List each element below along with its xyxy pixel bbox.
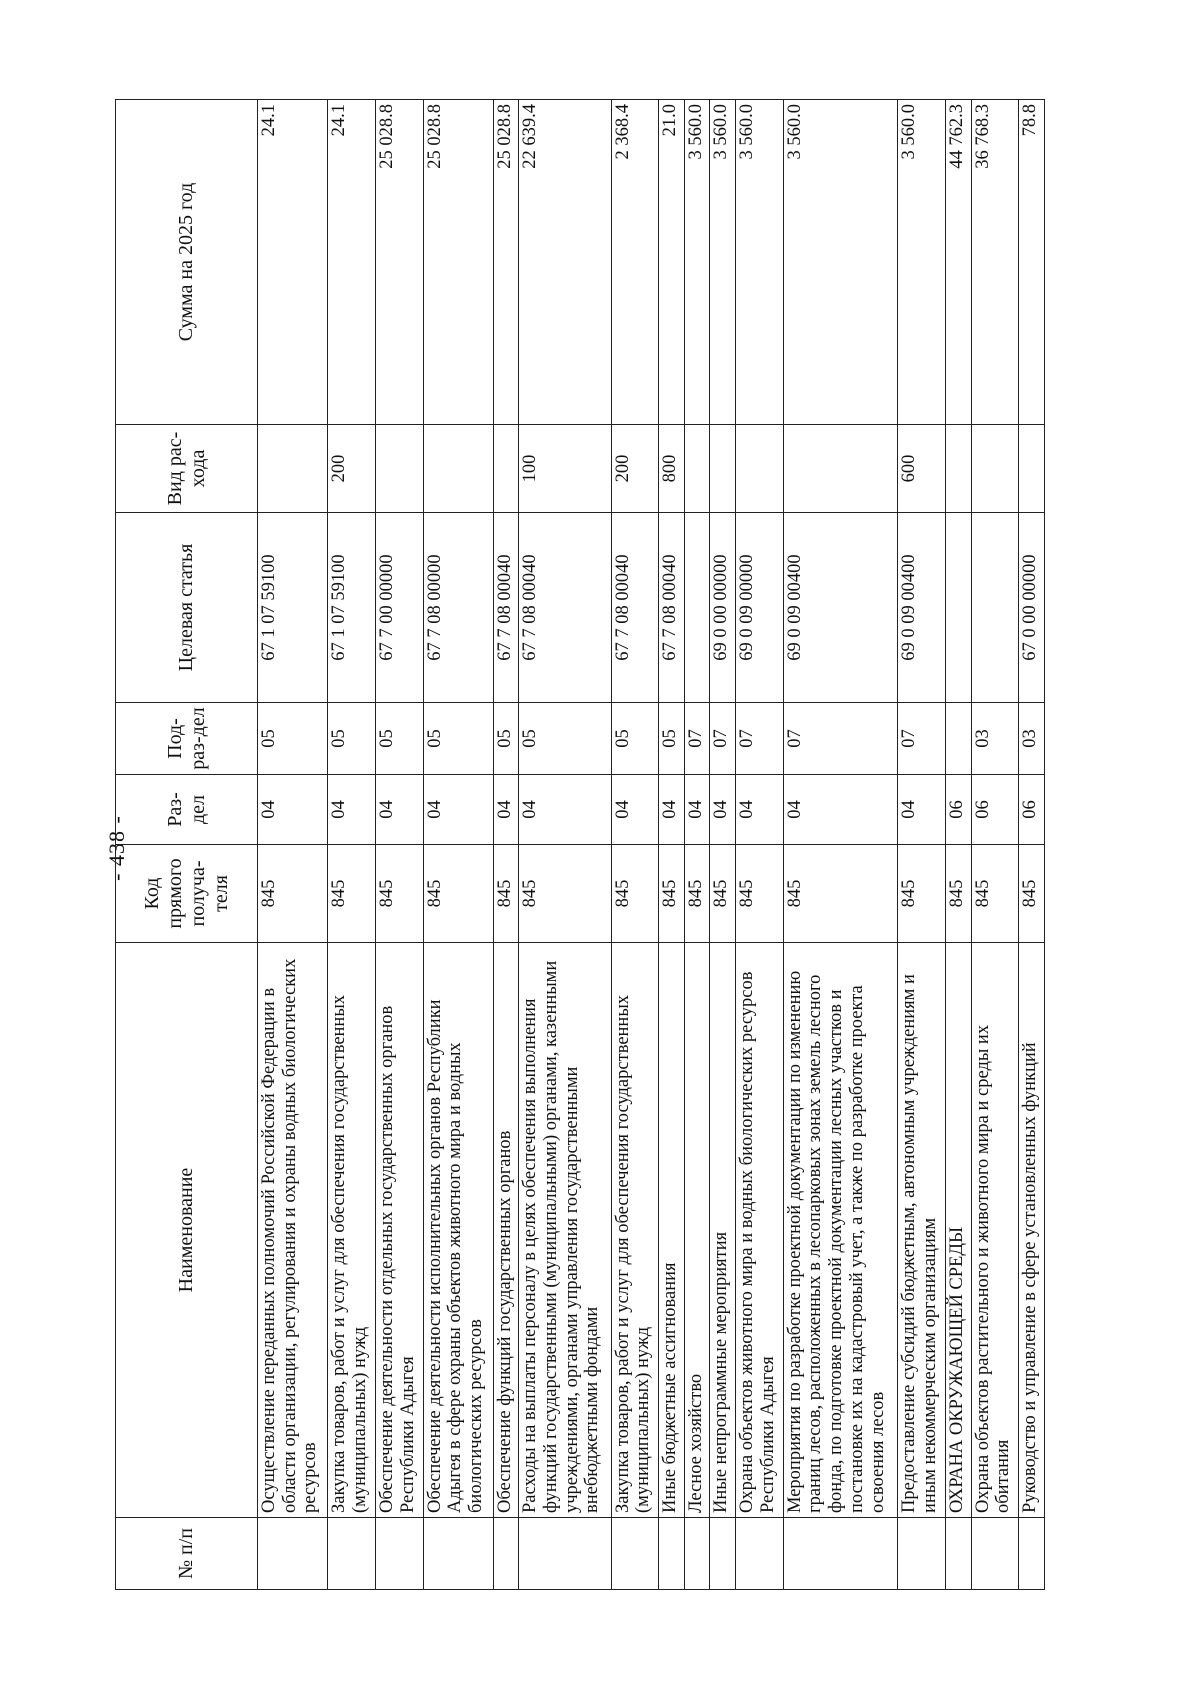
table-row (735, 100, 783, 1590)
cell-podrazdel: 05 (659, 703, 685, 775)
cell-name: Иные непрограммные мероприятия (710, 943, 736, 1518)
cell-summa: 25 028.8 (493, 100, 519, 425)
cell-num (710, 1518, 736, 1590)
table-row (684, 100, 710, 1590)
cell-razdel: 04 (375, 775, 423, 845)
cell-kod: 845 (519, 845, 611, 943)
cell-celevaya: 67 7 08 00040 (659, 513, 685, 703)
table-row (783, 100, 898, 1590)
cell-razdel: 04 (423, 775, 493, 845)
cell-podrazdel: 07 (783, 703, 898, 775)
header-celevaya: Целевая статья (116, 513, 258, 703)
cell-podrazdel: 03 (1019, 703, 1045, 775)
cell-summa: 3 560.0 (684, 100, 710, 425)
cell-podrazdel: 05 (519, 703, 611, 775)
cell-summa: 3 560.0 (710, 100, 736, 425)
cell-podrazdel: 07 (684, 703, 710, 775)
cell-celevaya: 69 0 09 00000 (735, 513, 783, 703)
cell-num (971, 1518, 1019, 1590)
table-row (519, 100, 611, 1590)
cell-name: Обеспечение функций государственных органов (493, 943, 519, 1518)
cell-num (783, 1518, 898, 1590)
cell-razdel: 04 (710, 775, 736, 845)
cell-celevaya: 69 0 09 00400 (783, 513, 898, 703)
cell-podrazdel: 07 (898, 703, 946, 775)
table-row (971, 100, 1019, 1590)
cell-name: Иные бюджетные ассигнования (659, 943, 685, 1518)
table-row (1019, 100, 1045, 1590)
cell-podrazdel: 05 (493, 703, 519, 775)
cell-name: Охрана объектов животного мира и водных биологических ресурсов Республики Адыгея (735, 943, 783, 1518)
cell-celevaya: 67 1 07 59100 (258, 513, 328, 703)
cell-podrazdel: 05 (375, 703, 423, 775)
table-row (375, 100, 423, 1590)
header-podrazdel: Под-раз-дел (116, 703, 258, 775)
cell-kod: 845 (1019, 845, 1045, 943)
cell-razdel: 04 (611, 775, 659, 845)
cell-celevaya (971, 513, 1019, 703)
cell-razdel: 04 (684, 775, 710, 845)
cell-summa: 44 762.3 (946, 100, 972, 425)
cell-vid (375, 425, 423, 513)
cell-razdel: 04 (519, 775, 611, 845)
cell-kod: 845 (375, 845, 423, 943)
cell-razdel: 06 (946, 775, 972, 845)
page-number: - 438 - (103, 815, 129, 881)
cell-summa: 24.1 (258, 100, 328, 425)
cell-celevaya (946, 513, 972, 703)
cell-celevaya: 67 7 08 00000 (423, 513, 493, 703)
cell-num (735, 1518, 783, 1590)
cell-summa: 24.1 (328, 100, 376, 425)
cell-kod: 845 (710, 845, 736, 943)
cell-name: Обеспечение деятельности отдельных государственных органов Республики Адыгея (375, 943, 423, 1518)
cell-razdel: 04 (783, 775, 898, 845)
cell-name: Охрана объектов растительного и животного мира и среды их обитания (971, 943, 1019, 1518)
cell-razdel: 06 (1019, 775, 1045, 845)
cell-name: Предоставление субсидий бюджетным, автономным учреждениям и иным некоммерческим организациям (898, 943, 946, 1518)
cell-summa: 36 768.3 (971, 100, 1019, 425)
header-razdel: Раз-дел (116, 775, 258, 845)
table-row (611, 100, 659, 1590)
cell-celevaya: 67 7 08 00040 (493, 513, 519, 703)
cell-summa: 25 028.8 (375, 100, 423, 425)
cell-razdel: 04 (258, 775, 328, 845)
budget-table-wrapper (115, 100, 1045, 1590)
table-header-row (116, 100, 258, 1590)
header-name: Наименование (116, 943, 258, 1518)
cell-name: Обеспечение деятельности исполнительных органов Республики Адыгея в сфере охраны объектов животного мира и водных биологических ресурсов (423, 943, 493, 1518)
cell-vid (710, 425, 736, 513)
cell-num (375, 1518, 423, 1590)
cell-summa: 3 560.0 (735, 100, 783, 425)
cell-vid (735, 425, 783, 513)
cell-kod: 845 (258, 845, 328, 943)
table-row (423, 100, 493, 1590)
cell-kod: 845 (783, 845, 898, 943)
cell-celevaya: 69 0 00 00000 (710, 513, 736, 703)
cell-vid: 100 (519, 425, 611, 513)
cell-name: Закупка товаров, работ и услуг для обеспечения государственных (муниципальных) нужд (611, 943, 659, 1518)
cell-summa: 2 368.4 (611, 100, 659, 425)
cell-razdel: 04 (328, 775, 376, 845)
cell-vid (258, 425, 328, 513)
table-row (898, 100, 946, 1590)
cell-podrazdel: 07 (735, 703, 783, 775)
cell-kod: 845 (659, 845, 685, 943)
cell-vid (946, 425, 972, 513)
table-row (258, 100, 328, 1590)
header-vid: Вид рас-хода (116, 425, 258, 513)
cell-num (611, 1518, 659, 1590)
cell-vid: 800 (659, 425, 685, 513)
cell-vid (423, 425, 493, 513)
cell-name: Закупка товаров, работ и услуг для обеспечения государственных (муниципальных) нужд (328, 943, 376, 1518)
cell-podrazdel: 05 (328, 703, 376, 775)
budget-table (115, 99, 1045, 1590)
cell-name: Руководство и управление в сфере установленных функций (1019, 943, 1045, 1518)
cell-vid: 600 (898, 425, 946, 513)
cell-summa: 21.0 (659, 100, 685, 425)
cell-razdel: 04 (898, 775, 946, 845)
cell-summa: 3 560.0 (898, 100, 946, 425)
cell-celevaya: 67 7 00 00000 (375, 513, 423, 703)
cell-kod: 845 (328, 845, 376, 943)
cell-celevaya: 67 7 08 00040 (519, 513, 611, 703)
cell-vid (493, 425, 519, 513)
table-row (328, 100, 376, 1590)
cell-podrazdel: 07 (710, 703, 736, 775)
cell-num (258, 1518, 328, 1590)
cell-kod: 845 (684, 845, 710, 943)
table-row (493, 100, 519, 1590)
cell-name: Расходы на выплаты персоналу в целях обеспечения выполнения функций государственными (муниципальными) органами, казенными учреждениями, органами управления государственными внебюджетными фондами (519, 943, 611, 1518)
cell-podrazdel: 05 (423, 703, 493, 775)
cell-name: Лесное хозяйство (684, 943, 710, 1518)
cell-summa: 25 028.8 (423, 100, 493, 425)
cell-num (493, 1518, 519, 1590)
cell-kod: 845 (735, 845, 783, 943)
cell-razdel: 06 (971, 775, 1019, 845)
cell-kod: 845 (423, 845, 493, 943)
header-summa: Сумма на 2025 год (116, 100, 258, 425)
table-row (710, 100, 736, 1590)
table-row (659, 100, 685, 1590)
cell-vid (1019, 425, 1045, 513)
table-row (946, 100, 972, 1590)
cell-kod: 845 (898, 845, 946, 943)
cell-num (328, 1518, 376, 1590)
cell-num (684, 1518, 710, 1590)
cell-num (1019, 1518, 1045, 1590)
cell-vid (783, 425, 898, 513)
cell-podrazdel: 03 (971, 703, 1019, 775)
cell-celevaya: 69 0 09 00400 (898, 513, 946, 703)
table-body (258, 100, 1045, 1590)
cell-vid (971, 425, 1019, 513)
cell-celevaya: 67 0 00 00000 (1019, 513, 1045, 703)
cell-num (946, 1518, 972, 1590)
cell-kod: 845 (611, 845, 659, 943)
cell-num (423, 1518, 493, 1590)
cell-summa: 22 639.4 (519, 100, 611, 425)
cell-vid (684, 425, 710, 513)
cell-summa: 78.8 (1019, 100, 1045, 425)
cell-razdel: 04 (659, 775, 685, 845)
header-num: № п/п (116, 1518, 258, 1590)
cell-summa: 3 560.0 (783, 100, 898, 425)
cell-razdel: 04 (493, 775, 519, 845)
cell-podrazdel (946, 703, 972, 775)
cell-vid: 200 (611, 425, 659, 513)
cell-celevaya: 67 1 07 59100 (328, 513, 376, 703)
cell-name: Осуществление переданных полномочий Российской Федерации в области организации, регулирования и охраны водных биологических ресурсов (258, 943, 328, 1518)
cell-kod: 845 (946, 845, 972, 943)
cell-kod: 845 (971, 845, 1019, 943)
cell-celevaya (684, 513, 710, 703)
cell-razdel: 04 (735, 775, 783, 845)
cell-num (898, 1518, 946, 1590)
cell-num (519, 1518, 611, 1590)
cell-vid: 200 (328, 425, 376, 513)
cell-name: Мероприятия по разработке проектной документации по изменению границ лесов, расположенных в лесопарковых зонах земель лесного фонда, по подготовке проектной документации лесных участков и постановке их на кадастровый учет, а также по разработке проекта освоения лесов (783, 943, 898, 1518)
cell-num (659, 1518, 685, 1590)
header-kod: Код прямого получа-теля (116, 845, 258, 943)
cell-podrazdel: 05 (611, 703, 659, 775)
cell-kod: 845 (493, 845, 519, 943)
cell-podrazdel: 05 (258, 703, 328, 775)
cell-celevaya: 67 7 08 00040 (611, 513, 659, 703)
cell-name: ОХРАНА ОКРУЖАЮЩЕЙ СРЕДЫ (946, 943, 972, 1518)
